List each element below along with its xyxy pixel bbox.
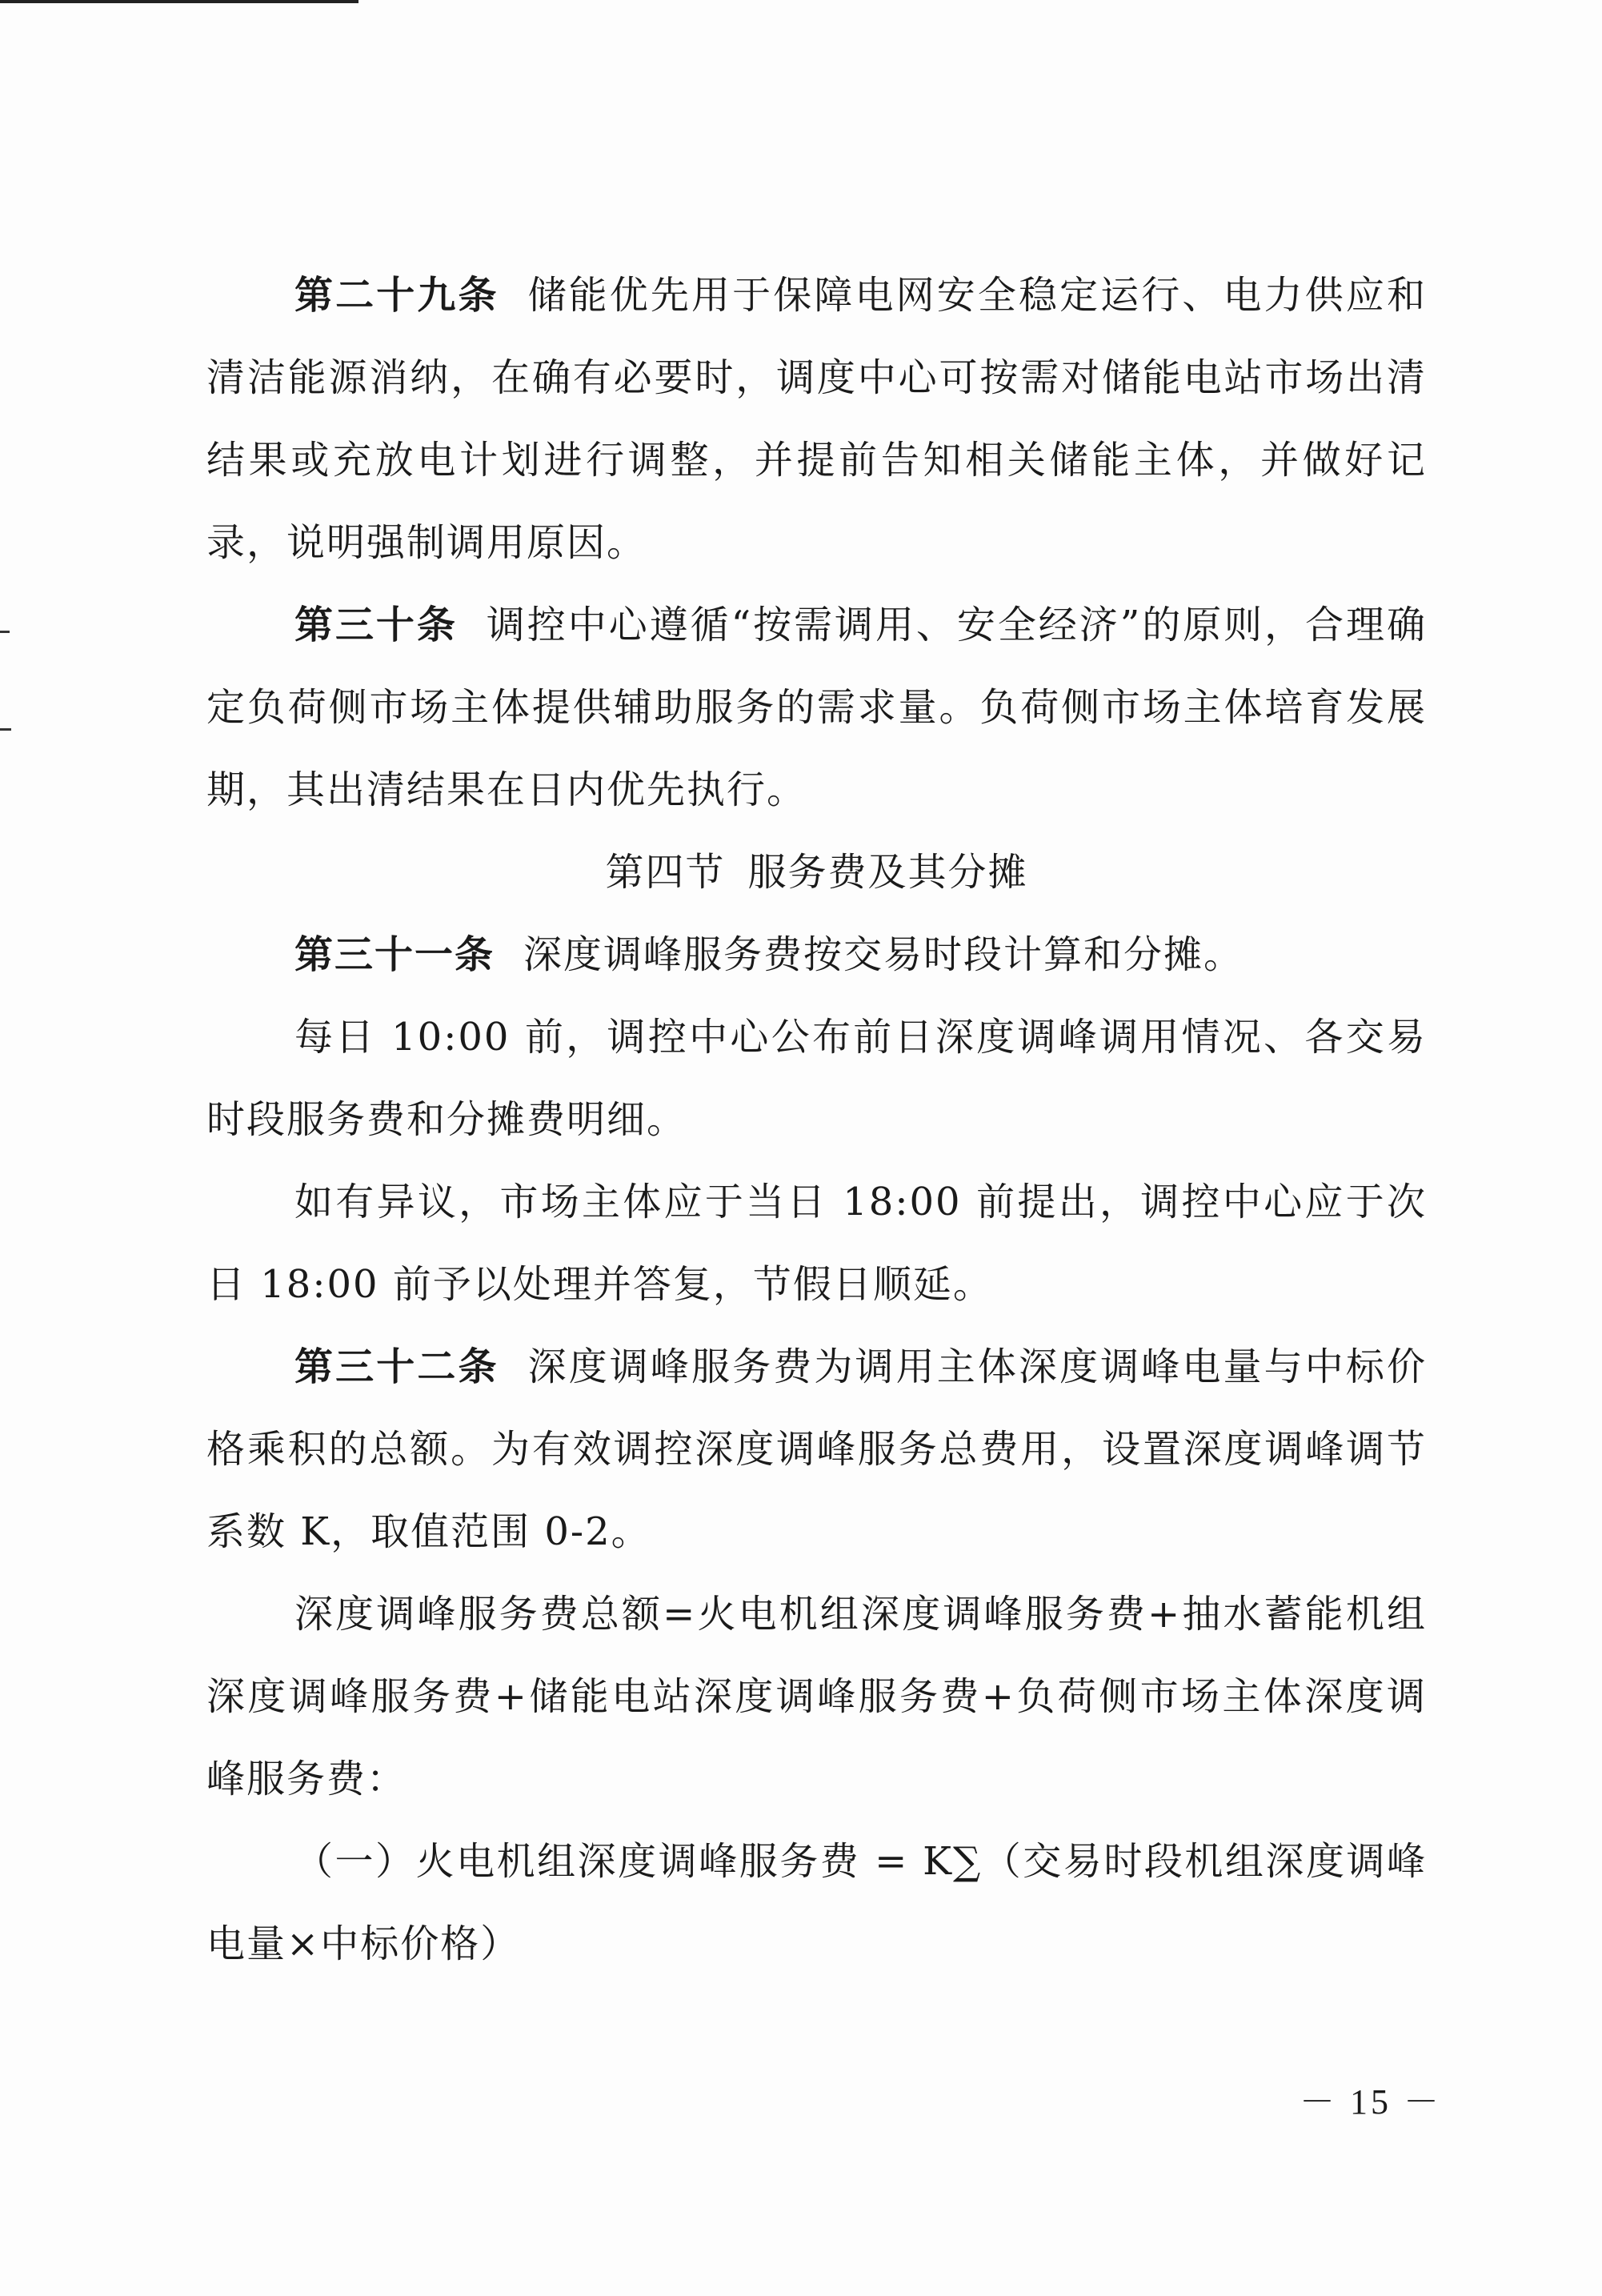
article-30 — [206, 584, 1427, 831]
section-title: 服务费及其分摊 — [747, 850, 1028, 895]
article-text: 储能优先用于保障电网安全稳定运行、电力供应和清洁能源消纳，在确有必要时，调度中心可按需对储能电站市场出清结果或充放电计划进行调整，并提前告知相关储能主体，并做好记录，说明强制调用原因。 — [206, 273, 1427, 565]
article-number: 第三十一条 — [294, 932, 495, 977]
page-number: － 15 － — [1300, 2082, 1442, 2122]
article-31 — [206, 914, 1427, 996]
section-number: 第四节 — [605, 850, 726, 895]
paragraph-text: 深度调峰服务费总额=火电机组深度调峰服务费+抽水蓄能机组深度调峰服务费+储能电站深度调峰服务费+负荷侧市场主体深度调峰服务费： — [206, 1592, 1427, 1801]
article-number: 第二十九条 — [294, 273, 499, 318]
paragraph-text: 如有异议，市场主体应于当日 18:00 前提出，调控中心应于次日 18:00 前予以处理并答复，节假日顺延。 — [206, 1180, 1427, 1307]
paragraph-text: （一）火电机组深度调峰服务费 = K∑（交易时段机组深度调峰电量×中标价格） — [206, 1839, 1427, 1966]
paragraph — [206, 1821, 1427, 1985]
body-text — [206, 254, 1427, 1985]
scan-speck — [0, 631, 10, 633]
article-text: 深度调峰服务费按交易时段计算和分摊。 — [523, 932, 1244, 977]
paragraph — [206, 996, 1427, 1161]
article-text: 深度调峰服务费为调用主体深度调峰电量与中标价格乘积的总额。为有效调控深度调峰服务总费用，设置深度调峰调节系数 K，取值范围 0-2。 — [206, 1344, 1427, 1554]
article-32 — [206, 1326, 1427, 1573]
paragraph — [206, 1161, 1427, 1326]
section-heading — [206, 831, 1427, 914]
scan-speck — [0, 728, 11, 731]
article-text: 调控中心遵循“按需调用、安全经济”的原则，合理确定负荷侧市场主体提供辅助服务的需求量。负荷侧市场主体培育发展期，其出清结果在日内优先执行。 — [206, 603, 1427, 812]
article-number: 第三十条 — [294, 603, 458, 647]
article-number: 第三十二条 — [294, 1344, 499, 1389]
top-rule — [0, 0, 358, 3]
article-29 — [206, 254, 1427, 584]
paragraph-text: 每日 10:00 前，调控中心公布前日深度调峰调用情况、各交易时段服务费和分摊费明细。 — [206, 1015, 1427, 1142]
paragraph — [206, 1573, 1427, 1821]
